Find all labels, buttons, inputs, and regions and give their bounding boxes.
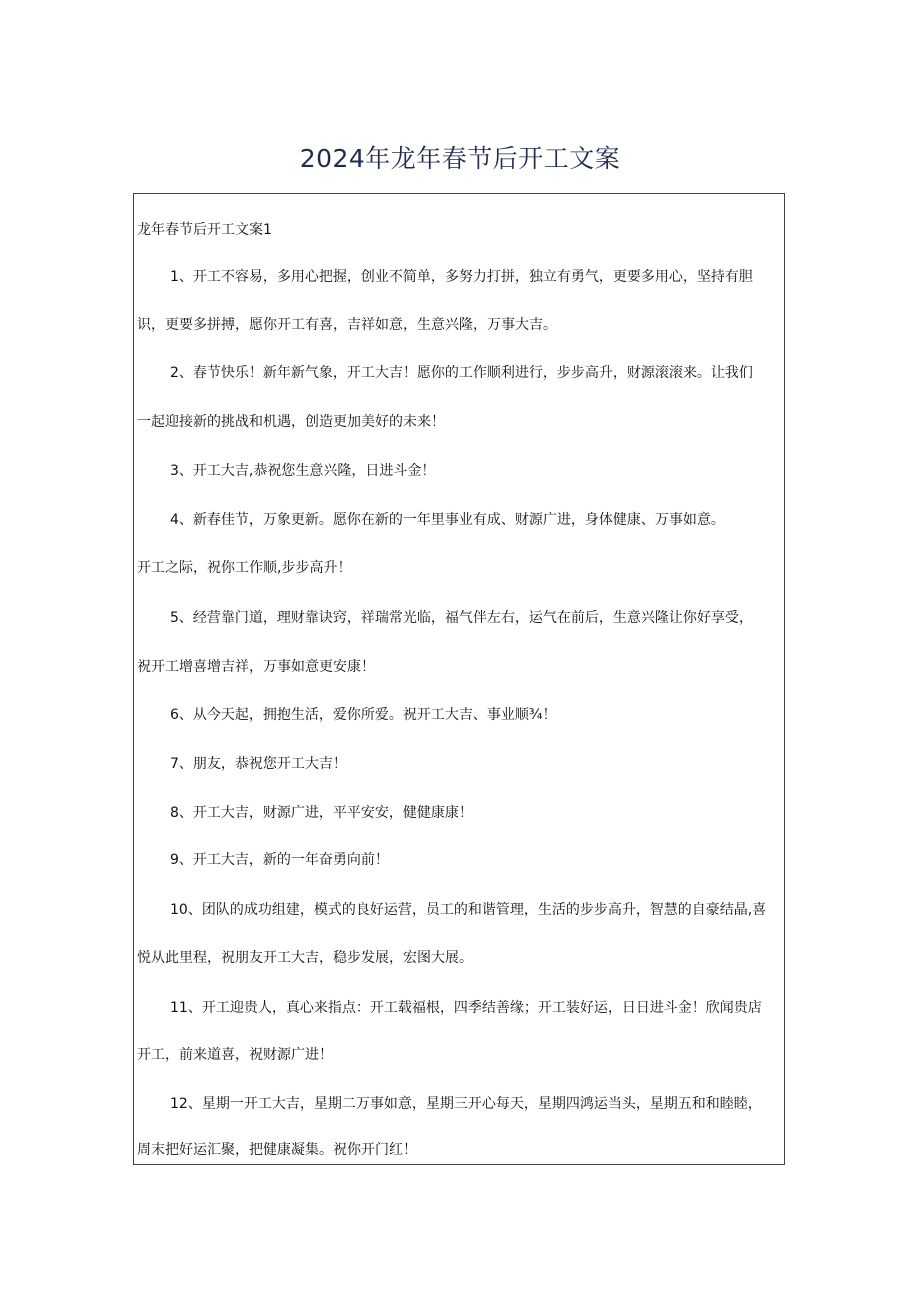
item-5-line-1: 5、经营靠门道，理财靠诀窍，祥瑞常光临，福气伴左右，运气在前后，生意兴隆让你好享受，	[170, 610, 753, 626]
item-4-line-2: 开工之际，祝你工作顺,步步高升！	[137, 560, 352, 576]
item-2-line-2: 一起迎接新的挑战和机遇，创造更加美好的未来！	[137, 414, 445, 430]
section-heading: 龙年春节后开工文案1	[137, 222, 272, 238]
item-6-line-1: 6、从今天起，拥抱生活，爱你所爱。祝开工大吉、事业顺¾！	[170, 707, 557, 723]
content-box	[133, 193, 785, 1165]
document-title: 2024年龙年春节后开工文案	[299, 144, 621, 173]
item-10-line-2: 悦从此里程，祝朋友开工大吉，稳步发展，宏图大展。	[137, 950, 473, 966]
item-12-line-1: 12、星期一开工大吉，星期二万事如意，星期三开心每天，星期四鸿运当头，星期五和和睦睦，	[170, 1096, 762, 1112]
item-3-line-1: 3、开工大吉,恭祝您生意兴隆，日进斗金！	[170, 463, 436, 479]
item-11-line-1: 11、开工迎贵人，真心来指点：开工载福根，四季结善缘；开工装好运，日日进斗金！欣闻贵店	[170, 1000, 762, 1016]
item-9-line-1: 9、开工大吉，新的一年奋勇向前！	[170, 852, 389, 868]
item-4-line-1: 4、新春佳节，万象更新。愿你在新的一年里事业有成、财源广进，身体健康、万事如意。	[170, 512, 725, 528]
item-12-line-2: 周末把好运汇聚，把健康凝集。祝你开门红！	[137, 1142, 417, 1158]
item-1-line-2: 识，更要多拼搏，愿你开工有喜，吉祥如意，生意兴隆，万事大吉。	[137, 317, 557, 333]
item-11-line-2: 开工，前来道喜，祝财源广进！	[137, 1047, 333, 1063]
item-2-line-1: 2、春节快乐！新年新气象，开工大吉！愿你的工作顺利进行，步步高升，财源滚滚来。让我们	[170, 365, 753, 381]
item-8-line-1: 8、开工大吉，财源广进，平平安安，健健康康！	[170, 805, 473, 821]
item-1-line-1: 1、开工不容易，多用心把握，创业不简单，多努力打拼，独立有勇气，更要多用心，坚持有胆	[170, 269, 753, 285]
item-7-line-1: 7、朋友，恭祝您开工大吉！	[170, 756, 347, 772]
item-5-line-2: 祝开工增喜增吉祥，万事如意更安康！	[137, 659, 375, 675]
item-10-line-1: 10、团队的成功组建，模式的良好运营，员工的和谐管理，生活的步步高升，智慧的自豪结晶,喜	[170, 902, 767, 918]
